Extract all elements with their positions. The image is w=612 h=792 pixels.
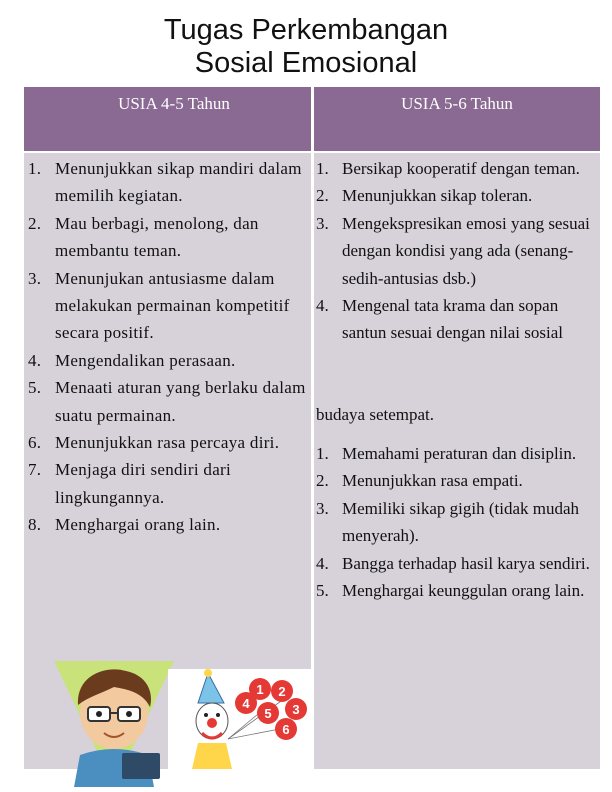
list-item-text: Menaati aturan yang berlaku dalam suatu permainan.: [55, 378, 306, 425]
svg-text:3: 3: [292, 702, 300, 717]
list-item-number: 2.: [316, 186, 329, 206]
list-item-text: Mengendalikan perasaan.: [55, 350, 236, 370]
list-item: [316, 440, 600, 467]
list-item-text: Menunjukkan sikap toleran.: [342, 186, 533, 206]
list-item-text: Menunjukan antusiasme dalam melakukan permainan kompetitif secara positif.: [55, 268, 290, 343]
list-item-text: Mau berbagi, menolong, dan membantu teman.: [55, 213, 259, 261]
page-title: [0, 14, 612, 80]
list-item-text: Menjaga diri sendiri dari lingkungannya.: [55, 460, 232, 507]
balloon-6: [275, 718, 297, 740]
list-item-text: Menghargai keunggulan orang lain.: [342, 581, 585, 601]
list-item-number: 4.: [316, 296, 329, 316]
balloon-2: [271, 680, 293, 702]
balloon-3: [285, 698, 307, 720]
list-item-number: 7.: [28, 460, 42, 480]
list-item-text: Mengenal tata krama dan sopan santun sesuai dengan nilai sosial: [342, 296, 563, 343]
list-item-text: Menghargai orang lain.: [55, 515, 221, 535]
svg-text:6: 6: [282, 722, 290, 737]
balloon-5: [257, 702, 279, 724]
list-item-number: 2.: [28, 213, 42, 233]
list-item: [316, 155, 600, 182]
list-item-text: Menunjukkan rasa empati.: [342, 471, 523, 491]
title-line-2: Sosial Emosional: [194, 47, 418, 79]
title-line-1: Tugas Perkembangan: [163, 14, 449, 46]
svg-text:1: 1: [256, 682, 264, 697]
list-item-number: 1.: [28, 159, 42, 178]
list-item-number: 1.: [316, 444, 329, 463]
list-item: [316, 467, 600, 494]
cartoon-boy-image: [54, 661, 174, 787]
list-item: [28, 265, 320, 347]
list-item: [316, 577, 600, 604]
list-item-number: 4.: [28, 350, 42, 370]
list-item-number: 6.: [28, 433, 42, 453]
list-item-text: Menunjukkan sikap mandiri dalam memilih kegiatan.: [55, 159, 302, 206]
list-item: [316, 292, 600, 347]
svg-text:5: 5: [264, 706, 272, 721]
svg-text:4: 4: [242, 696, 250, 711]
list-item-number: 5.: [316, 581, 329, 601]
list-item: [28, 511, 320, 538]
header-age-4-5: USIA 4-5 Tahun: [118, 94, 230, 113]
list-item: [28, 374, 320, 429]
list-item: [28, 429, 320, 456]
development-table: [24, 87, 600, 769]
list-item-number: 1.: [316, 159, 329, 178]
left-column-list: [28, 155, 320, 539]
list-item-text: Memiliki sikap gigih (tidak mudah menyerah).: [342, 498, 580, 546]
list-item-number: 3.: [316, 498, 329, 518]
list-item-text: Bangga terhadap hasil karya sendiri.: [342, 553, 590, 573]
list-item: [316, 210, 600, 292]
list-item-text: Bersikap kooperatif dengan teman.: [342, 159, 580, 178]
list-item: [28, 210, 320, 265]
list-item: [28, 347, 320, 374]
list-item-text: Mengekspresikan emosi yang sesuai dengan kondisi yang ada (senang-sedih-antusias dsb.): [342, 213, 590, 288]
right-column-list-b: [316, 440, 600, 604]
list-item: [316, 550, 600, 577]
list-item-number: 8.: [28, 515, 42, 535]
list-item-number: 3.: [316, 213, 329, 233]
list-item: [28, 456, 320, 511]
header-age-5-6: USIA 5-6 Tahun: [401, 94, 513, 113]
svg-text:2: 2: [278, 684, 286, 699]
list-item: [316, 182, 600, 209]
list-item-number: 3.: [28, 268, 42, 288]
list-item-text: Memahami peraturan dan disiplin.: [342, 444, 577, 463]
clown-balloons-image: [168, 669, 312, 769]
list-item-text: Menunjukkan rasa percaya diri.: [55, 433, 280, 453]
right-column-list-a: [316, 155, 600, 347]
list-item-number: 5.: [28, 378, 42, 398]
right-column-tail-text: budaya setempat.: [316, 405, 435, 424]
list-item-number: 4.: [316, 553, 329, 573]
balloon-4: [235, 692, 257, 714]
list-item: [28, 155, 320, 210]
list-item-number: 2.: [316, 471, 329, 491]
list-item: [316, 495, 600, 550]
